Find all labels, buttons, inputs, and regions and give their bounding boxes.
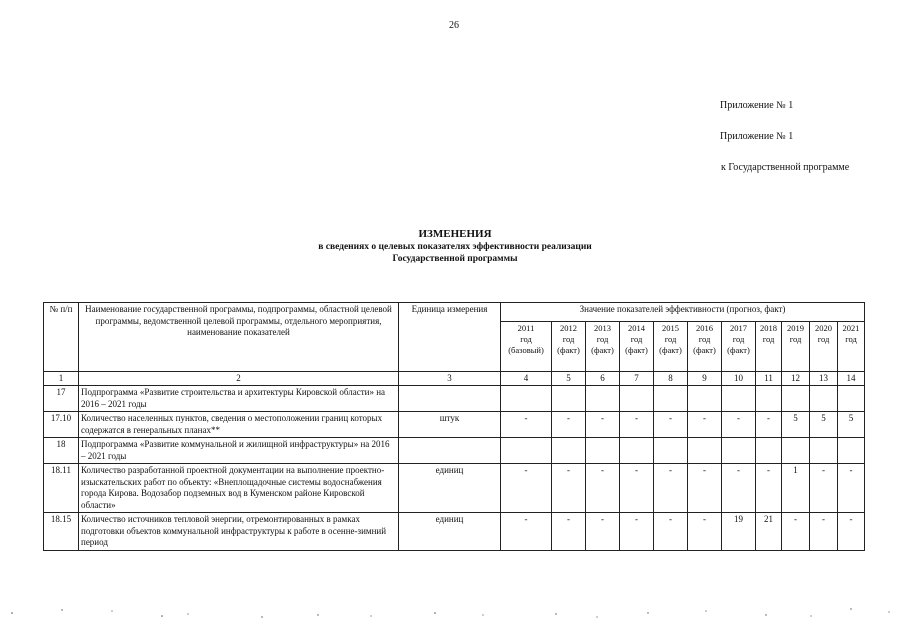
column-number: 12 bbox=[782, 372, 810, 386]
row-value bbox=[586, 386, 620, 412]
header-year-line: год bbox=[698, 334, 711, 344]
header-year-2013 bbox=[586, 322, 620, 372]
header-year-2019 bbox=[782, 322, 810, 372]
header-year-line: 2020 bbox=[815, 323, 832, 333]
row-value: - bbox=[552, 464, 586, 513]
row-value: - bbox=[586, 464, 620, 513]
row-indicator-name: Количество населенных пунктов, сведения о местоположении границ которых содержатся в генеральных планах** bbox=[79, 412, 399, 438]
header-year-line: год bbox=[732, 334, 745, 344]
row-indicator-name: Подпрограмма «Развитие коммунальной и жилищной инфраструктуры» на 2016 – 2021 годы bbox=[79, 438, 399, 464]
row-value bbox=[756, 386, 782, 412]
header-year-line: (факт) bbox=[727, 345, 750, 355]
header-year-2017 bbox=[722, 322, 756, 372]
row-value bbox=[501, 386, 552, 412]
header-year-2011 bbox=[501, 322, 552, 372]
column-number: 8 bbox=[654, 372, 688, 386]
column-number: 10 bbox=[722, 372, 756, 386]
row-value bbox=[722, 438, 756, 464]
header-year-line: год bbox=[845, 334, 857, 344]
row-value: - bbox=[838, 464, 865, 513]
row-number: 17 bbox=[44, 386, 79, 412]
header-values-group: Значение показателей эффективности (прогноз, факт) bbox=[501, 303, 865, 322]
header-year-line: 2014 bbox=[628, 323, 645, 333]
column-number: 1 bbox=[44, 372, 79, 386]
row-value: - bbox=[782, 513, 810, 551]
header-year-line: 2013 bbox=[594, 323, 611, 333]
row-value: - bbox=[654, 464, 688, 513]
page-number: 26 bbox=[449, 20, 459, 31]
table-row bbox=[44, 386, 865, 412]
header-year-line: год bbox=[664, 334, 677, 344]
row-value: - bbox=[620, 464, 654, 513]
row-unit bbox=[399, 438, 501, 464]
table-row bbox=[44, 464, 865, 513]
row-value bbox=[810, 438, 838, 464]
column-number: 7 bbox=[620, 372, 654, 386]
row-value: 5 bbox=[782, 412, 810, 438]
header-year-2015 bbox=[654, 322, 688, 372]
row-value bbox=[620, 438, 654, 464]
header-year-line: 2011 bbox=[517, 323, 535, 333]
row-value: - bbox=[654, 412, 688, 438]
row-value bbox=[654, 438, 688, 464]
header-year-line: (факт) bbox=[591, 345, 614, 355]
row-value: - bbox=[756, 464, 782, 513]
column-number: 13 bbox=[810, 372, 838, 386]
table-row bbox=[44, 412, 865, 438]
header-year-line: год bbox=[789, 334, 802, 344]
header-year-2021 bbox=[838, 322, 865, 372]
row-value: - bbox=[688, 412, 722, 438]
row-value bbox=[756, 438, 782, 464]
row-value: - bbox=[552, 513, 586, 551]
row-value: - bbox=[722, 464, 756, 513]
header-no: № п/п bbox=[44, 303, 79, 372]
row-value bbox=[501, 438, 552, 464]
header-year-line: (факт) bbox=[693, 345, 716, 355]
column-number: 4 bbox=[501, 372, 552, 386]
row-value: 1 bbox=[782, 464, 810, 513]
column-number: 2 bbox=[79, 372, 399, 386]
row-value bbox=[688, 438, 722, 464]
row-value: - bbox=[810, 513, 838, 551]
appendix-label-repeat: Приложение № 1 bbox=[720, 131, 794, 142]
row-value bbox=[620, 386, 654, 412]
row-value: - bbox=[620, 412, 654, 438]
column-number: 6 bbox=[586, 372, 620, 386]
row-value: - bbox=[756, 412, 782, 438]
row-number: 18.15 bbox=[44, 513, 79, 551]
row-value: 19 bbox=[722, 513, 756, 551]
header-year-2018 bbox=[756, 322, 782, 372]
row-number: 17.10 bbox=[44, 412, 79, 438]
column-number: 14 bbox=[838, 372, 865, 386]
scan-noise-dots bbox=[0, 605, 905, 625]
header-year-line bbox=[812, 345, 835, 356]
row-value bbox=[838, 386, 865, 412]
column-number: 11 bbox=[756, 372, 782, 386]
header-year-line: 2012 bbox=[560, 323, 577, 333]
header-year-line: 2016 bbox=[696, 323, 713, 333]
header-year-line: год bbox=[596, 334, 609, 344]
header-year-line: 2018 bbox=[760, 323, 777, 333]
header-year-line: 2019 bbox=[787, 323, 804, 333]
row-value bbox=[722, 386, 756, 412]
row-indicator-name: Количество разработанной проектной документации на выполнение проектно-изыскательских работ по объекту: «Внеплощадочные системы водоснабжения города Кирова. Водозабор подземных вод в Куменском районе Кировской области» bbox=[79, 464, 399, 513]
row-value bbox=[782, 386, 810, 412]
row-value bbox=[688, 386, 722, 412]
appendix-label: Приложение № 1 bbox=[720, 100, 794, 111]
row-value bbox=[810, 386, 838, 412]
header-year-2020 bbox=[810, 322, 838, 372]
header-year-line: год bbox=[520, 334, 532, 344]
row-value: 21 bbox=[756, 513, 782, 551]
row-value bbox=[552, 438, 586, 464]
row-value: - bbox=[838, 513, 865, 551]
header-year-2016 bbox=[688, 322, 722, 372]
row-value bbox=[586, 438, 620, 464]
row-value: - bbox=[810, 464, 838, 513]
row-indicator-name: Подпрограмма «Развитие строительства и архитектуры Кировской области» на 2016 – 2021 годы bbox=[79, 386, 399, 412]
header-year-line: 2017 bbox=[730, 323, 747, 333]
row-value: - bbox=[586, 412, 620, 438]
header-year-line: (факт) bbox=[557, 345, 580, 355]
header-year-line bbox=[758, 345, 779, 356]
title-heading: ИЗМЕНЕНИЯ bbox=[418, 228, 492, 240]
header-year-line: год bbox=[817, 334, 830, 344]
row-value bbox=[552, 386, 586, 412]
row-unit: единиц bbox=[399, 464, 501, 513]
header-year-line: 2021 bbox=[842, 323, 860, 333]
row-value: - bbox=[722, 412, 756, 438]
header-year-line: год bbox=[630, 334, 643, 344]
row-unit: единиц bbox=[399, 513, 501, 551]
header-year-line: (факт) bbox=[659, 345, 682, 355]
header-year-line bbox=[784, 345, 807, 356]
indicators-table bbox=[43, 302, 865, 551]
row-value: - bbox=[501, 412, 552, 438]
row-value bbox=[782, 438, 810, 464]
row-value: - bbox=[620, 513, 654, 551]
column-number: 5 bbox=[552, 372, 586, 386]
document-title bbox=[290, 227, 620, 265]
header-year-line: год bbox=[762, 334, 775, 344]
header-year-line: год bbox=[562, 334, 575, 344]
row-unit bbox=[399, 386, 501, 412]
row-value: 5 bbox=[810, 412, 838, 438]
header-year-2012 bbox=[552, 322, 586, 372]
header-name: Наименование государственной программы, подпрограммы, областной целевой программы, ведомственной целевой программы, отдельного мероприятия, наименование показателей bbox=[79, 303, 399, 372]
row-value: - bbox=[552, 412, 586, 438]
table-row bbox=[44, 438, 865, 464]
header-year-line bbox=[840, 345, 862, 356]
column-number: 9 bbox=[688, 372, 722, 386]
row-value: 5 bbox=[838, 412, 865, 438]
title-subheading: в сведениях о целевых показателях эффективности реализации bbox=[318, 242, 592, 252]
table-row bbox=[44, 513, 865, 551]
row-indicator-name: Количество источников тепловой энергии, отремонтированных в рамках подготовки объектов коммунальной инфраструктуры к работе в осенне-зимний период bbox=[79, 513, 399, 551]
row-unit: штук bbox=[399, 412, 501, 438]
row-value: - bbox=[654, 513, 688, 551]
row-value: - bbox=[688, 513, 722, 551]
header-unit: Единица измерения bbox=[399, 303, 501, 372]
row-number: 18.11 bbox=[44, 464, 79, 513]
header-year-line: (факт) bbox=[625, 345, 648, 355]
row-value: - bbox=[501, 464, 552, 513]
header-year-line: (базовый) bbox=[508, 345, 544, 355]
row-value bbox=[838, 438, 865, 464]
row-value: - bbox=[586, 513, 620, 551]
row-value: - bbox=[688, 464, 722, 513]
column-number: 3 bbox=[399, 372, 501, 386]
header-year-line: 2015 bbox=[662, 323, 679, 333]
header-year-2014 bbox=[620, 322, 654, 372]
appendix-reference: к Государственной программе bbox=[721, 162, 850, 173]
title-subheading-2: Государственной программы bbox=[392, 254, 518, 264]
row-number: 18 bbox=[44, 438, 79, 464]
row-value: - bbox=[501, 513, 552, 551]
row-value bbox=[654, 386, 688, 412]
